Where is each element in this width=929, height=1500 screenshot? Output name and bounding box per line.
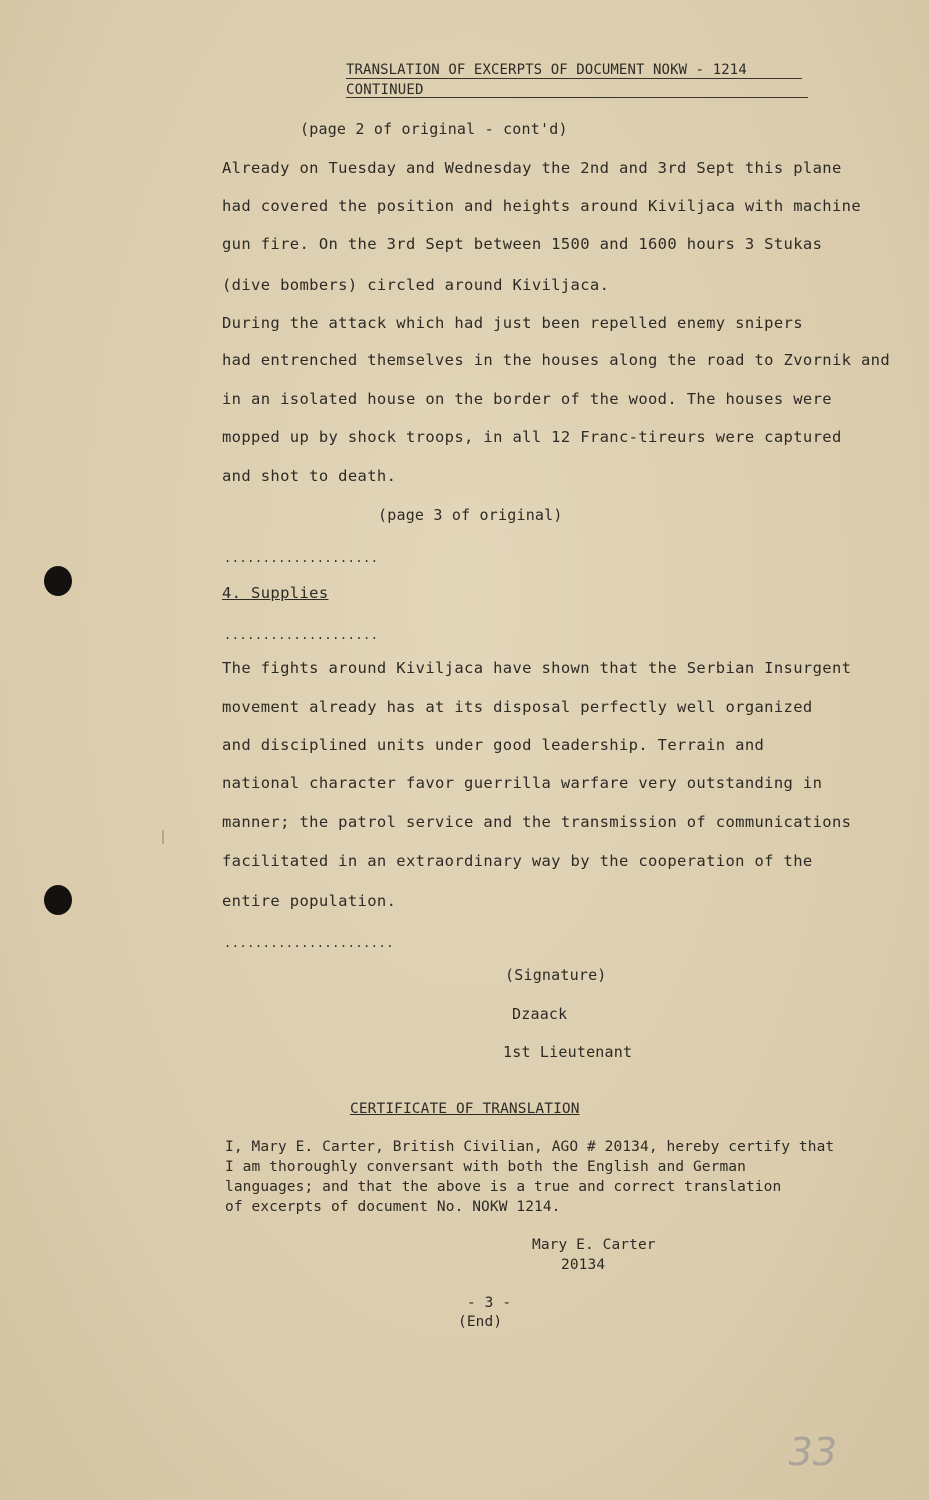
text-line: (dive bombers) circled around Kiviljaca.: [222, 276, 610, 294]
dot-separator: ......................: [224, 936, 394, 950]
text-line: movement already has at its disposal perfectly well organized: [222, 698, 813, 716]
title-underline-2: [346, 97, 808, 98]
text-line: manner; the patrol service and the transmission of communications: [222, 813, 852, 831]
text-line: During the attack which had just been repelled enemy snipers: [222, 314, 803, 332]
certificate-line: languages; and that the above is a true and correct translation: [225, 1179, 782, 1195]
punch-hole-top: [44, 566, 72, 596]
title-underline: [346, 78, 802, 79]
end-marker: (End): [458, 1314, 503, 1330]
text-line: and disciplined units under good leadership. Terrain and: [222, 736, 765, 754]
certificate-line: I am thoroughly conversant with both the English and German: [225, 1159, 746, 1175]
text-line: entire population.: [222, 892, 397, 910]
text-line: mopped up by shock troops, in all 12 Franc-tireurs were captured: [222, 428, 842, 446]
page-note-end: (page 3 of original): [378, 506, 563, 524]
text-line: The fights around Kiviljaca have shown that the Serbian Insurgent: [222, 659, 852, 677]
dot-separator: ....................: [224, 551, 379, 565]
certificate-line: of excerpts of document No. NOKW 1214.: [225, 1199, 561, 1215]
section-heading-supplies: 4. Supplies: [222, 584, 329, 602]
signature-name: Dzaack: [512, 1005, 568, 1023]
page-note: (page 2 of original - cont'd): [300, 120, 568, 138]
document-title: TRANSLATION OF EXCERPTS OF DOCUMENT NOKW - 1214: [346, 62, 747, 78]
text-line: and shot to death.: [222, 467, 397, 485]
certificate-line: I, Mary E. Carter, British Civilian, AGO # 20134, hereby certify that: [225, 1139, 835, 1155]
paper-mark: [162, 830, 164, 844]
text-line: facilitated in an extraordinary way by the cooperation of the: [222, 852, 813, 870]
text-line: had entrenched themselves in the houses along the road to Zvornik and: [222, 351, 891, 369]
text-line: had covered the position and heights around Kiviljaca with machine: [222, 197, 861, 215]
certificate-heading: CERTIFICATE OF TRANSLATION: [350, 1101, 580, 1117]
archive-page-number: 33: [788, 1430, 837, 1474]
signature-label: (Signature): [505, 966, 607, 984]
certifier-number: 20134: [561, 1257, 606, 1273]
text-line: gun fire. On the 3rd Sept between 1500 and 1600 hours 3 Stukas: [222, 235, 823, 253]
signature-rank: 1st Lieutenant: [503, 1043, 633, 1061]
text-line: in an isolated house on the border of the wood. The houses were: [222, 390, 832, 408]
dot-separator: ....................: [224, 628, 379, 642]
punch-hole-bottom: [44, 885, 72, 915]
text-line: Already on Tuesday and Wednesday the 2nd and 3rd Sept this plane: [222, 159, 842, 177]
document-title-continued: CONTINUED: [346, 82, 424, 98]
text-line: national character favor guerrilla warfare very outstanding in: [222, 774, 823, 792]
page-number: - 3 -: [467, 1295, 512, 1311]
certifier-name: Mary E. Carter: [532, 1237, 656, 1253]
